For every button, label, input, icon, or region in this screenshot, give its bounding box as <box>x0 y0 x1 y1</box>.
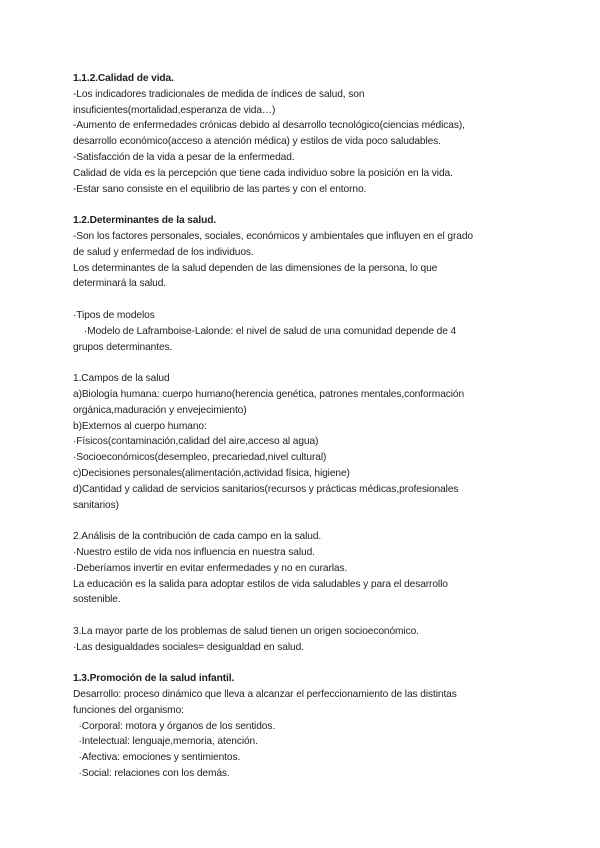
spacer <box>73 355 533 371</box>
text-line: d)Cantidad y calidad de servicios sanitarios(recursos y prácticas médicas,profesionales <box>73 483 459 495</box>
text-line: sanitarios) <box>73 499 119 511</box>
text-line: ·Afectiva: emociones y sentimientos. <box>73 752 241 764</box>
text-line: ·Intelectual: lenguaje,memoria, atención. <box>73 736 258 748</box>
text-line: -Los indicadores tradicionales de medida de índices de salud, son <box>73 88 365 100</box>
text-line: b)Externos al cuerpo humano: <box>73 420 207 432</box>
text-line: a)Biología humana: cuerpo humano(herencia genética, patrones mentales,conformación <box>73 388 465 400</box>
text-line: -Satisfacción de la vida a pesar de la enfermedad. <box>73 151 295 163</box>
text-line: sostenible. <box>73 594 121 606</box>
text-line: ·Físicos(contaminación,calidad del aire,acceso al agua) <box>73 436 319 448</box>
text-line: 1.Campos de la salud <box>73 373 170 385</box>
heading-calidad-de-vida: 1.1.2.Calidad de vida. <box>73 73 174 84</box>
text-line: Los determinantes de la salud dependen de las dimensiones de la persona, lo que <box>73 262 438 274</box>
text-line: determinará la salud. <box>73 278 167 290</box>
text-line: grupos determinantes. <box>73 341 173 353</box>
text-line: ·Las desigualdades sociales= desigualdad en salud. <box>73 641 304 653</box>
heading-determinantes-salud: 1.2.Determinantes de la salud. <box>73 215 217 227</box>
text-line: La educación es la salida para adoptar estilos de vida saludables y para el desarrollo <box>73 578 448 590</box>
text-line: -Son los factores personales, sociales, económicos y ambientales que influyen en el grado <box>73 230 473 242</box>
text-line: ·Modelo de Laframboise-Lalonde: el nivel de salud de una comunidad depende de 4 <box>73 325 457 337</box>
text-line: ·Socioeconómicos(desempleo, precariedad,nivel cultural) <box>73 452 327 464</box>
text-line: ·Corporal: motora y órganos de los sentidos. <box>73 720 276 732</box>
text-line: funciones del organismo: <box>73 704 184 716</box>
spacer <box>73 513 533 529</box>
text-line: ·Social: relaciones con los demás. <box>73 768 230 780</box>
text-line: ·Deberíamos invertir en evitar enfermedades y no en curarlas. <box>73 562 348 574</box>
document-body <box>73 71 533 782</box>
text-line: de salud y enfermedad de los individuos. <box>73 246 254 258</box>
text-line: -Aumento de enfermedades crónicas debido al desarrollo tecnológico(ciencias médicas), <box>73 120 465 132</box>
text-line: c)Decisiones personales(alimentación,actividad física, higiene) <box>73 467 350 479</box>
spacer <box>73 292 533 308</box>
text-line: desarrollo económico(acceso a atención médica) y estilos de vida poco saludables. <box>73 136 441 148</box>
text-line: Calidad de vida es la percepción que tiene cada individuo sobre la posición en la vida. <box>73 167 453 179</box>
text-line: Desarrollo: proceso dinámico que lleva a alcanzar el perfeccionamiento de las distintas <box>73 689 457 701</box>
spacer <box>73 655 533 671</box>
heading-promocion-salud-infantil: 1.3.Promoción de la salud infantil. <box>73 673 235 685</box>
text-line: 2.Análisis de la contribución de cada campo en la salud. <box>73 531 322 543</box>
text-line: -Estar sano consiste en el equilibrio de las partes y con el entorno. <box>73 183 367 195</box>
text-line: ·Nuestro estilo de vida nos influencia en nuestra salud. <box>73 546 315 558</box>
text-line: 3.La mayor parte de los problemas de salud tienen un origen socioeconómico. <box>73 625 419 637</box>
text-line: insuficientes(mortalidad,esperanza de vida…) <box>73 104 276 116</box>
spacer <box>73 608 533 624</box>
spacer <box>73 197 533 213</box>
text-line: ·Tipos de modelos <box>73 309 155 321</box>
text-line: orgánica,maduración y envejecimiento) <box>73 404 247 416</box>
